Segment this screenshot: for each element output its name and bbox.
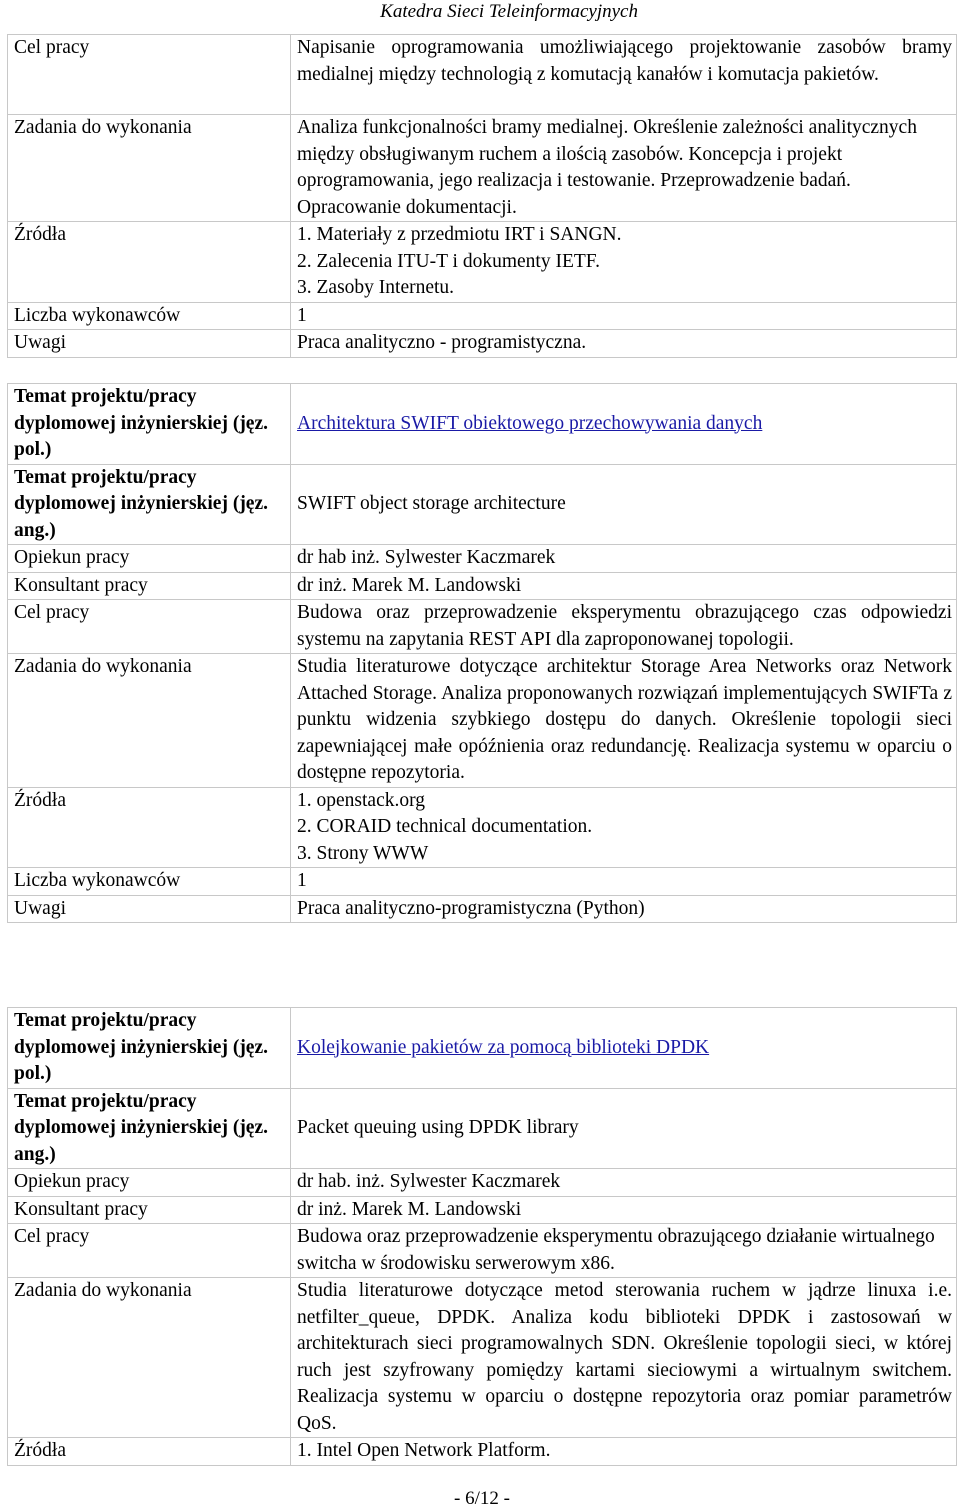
topic-en-label: Temat projektu/pracy dyplomowej inżynierskiej (jęz. ang.) <box>8 1088 291 1169</box>
topic-pl-value <box>291 1008 957 1089</box>
project-table-3 <box>7 1007 957 1466</box>
page-number: - 6/12 - <box>454 1488 510 1509</box>
table-row <box>8 302 957 330</box>
goal-value: Napisanie oprogramowania umożliwiającego projektowanie zasobów bramy medialnej między technologią z komutacją kanałów i komutacja pakietów. <box>291 35 957 115</box>
topic-en-value: SWIFT object storage architecture <box>291 464 957 545</box>
table-row <box>8 1008 957 1089</box>
tasks-label: Zadania do wykonania <box>8 654 291 788</box>
sources-value <box>291 222 957 303</box>
table-row <box>8 1438 957 1466</box>
tasks-value: Studia literaturowe dotyczące architektur Storage Area Networks oraz Network Attached Storage. Analiza proponowanych rozwiązań implementujących SWIFTa z punktu widzenia szybkiego dostępu do danych. Określenie topologii sieci zapewniającej małe opóźnienia oraz redundancję. Realizacja systemu w oparciu o dostępne repozytoria. <box>291 654 957 788</box>
source-item: 1. Materiały z przedmiotu IRT i SANGN. <box>297 224 622 245</box>
table-row <box>8 572 957 600</box>
consultant-value: dr inż. Marek M. Landowski <box>291 1196 957 1224</box>
num-authors-label: Liczba wykonawców <box>8 302 291 330</box>
source-item: 3. Strony WWW <box>297 842 429 864</box>
goal-label: Cel pracy <box>8 1224 291 1278</box>
tasks-label: Zadania do wykonania <box>8 115 291 222</box>
consultant-label: Konsultant pracy <box>8 1196 291 1224</box>
table-row <box>8 868 957 896</box>
project-table-1 <box>7 34 957 358</box>
notes-value: Praca analityczno - programistyczna. <box>291 330 957 358</box>
consultant-value: dr inż. Marek M. Landowski <box>291 572 957 600</box>
table-row <box>8 545 957 573</box>
table-row <box>8 1278 957 1438</box>
table-row <box>8 115 957 222</box>
sources-value <box>291 1438 957 1466</box>
table-row <box>8 1169 957 1197</box>
topic-en-label: Temat projektu/pracy dyplomowej inżynierskiej (jęz. ang.) <box>8 464 291 545</box>
table-row <box>8 600 957 654</box>
tasks-value: Studia literaturowe dotyczące metod sterowania ruchem w jądrze linuxa i.e. netfilter_queue, DPDK. Analiza kodu biblioteki DPDK i zastosowań w architekturach sieci programowalnych SDN. Określenie topologii sieci, w której ruch jest szyfrowany pomiędzy kartami sieciowymi a wirtualnym switchem. Realizacja systemu w oparciu o dostępne repozytoria oraz pomiar parametrów QoS. <box>291 1278 957 1438</box>
num-authors-value: 1 <box>291 302 957 330</box>
supervisor-value: dr hab inż. Sylwester Kaczmarek <box>291 545 957 573</box>
notes-value: Praca analityczno-programistyczna (Python) <box>291 895 957 923</box>
sources-value <box>291 787 957 868</box>
project-table-2 <box>7 383 957 923</box>
consultant-label: Konsultant pracy <box>8 572 291 600</box>
topic-pl-label: Temat projektu/pracy dyplomowej inżynierskiej (jęz. pol.) <box>8 1008 291 1089</box>
goal-label: Cel pracy <box>8 600 291 654</box>
topic-pl-link[interactable]: Architektura SWIFT obiektowego przechowywania danych <box>297 412 763 434</box>
table-row <box>8 35 957 115</box>
topic-pl-value <box>291 384 957 465</box>
sources-label: Źródła <box>8 787 291 868</box>
table-row <box>8 222 957 303</box>
supervisor-value: dr hab. inż. Sylwester Kaczmarek <box>291 1169 957 1197</box>
table-row <box>8 787 957 868</box>
topic-pl-link[interactable]: Kolejkowanie pakietów za pomocą biblioteki DPDK <box>297 1036 710 1058</box>
table-row <box>8 654 957 788</box>
notes-label: Uwagi <box>8 895 291 923</box>
goal-label: Cel pracy <box>8 35 291 115</box>
source-item: 1. openstack.org <box>297 789 425 811</box>
num-authors-label: Liczba wykonawców <box>8 868 291 896</box>
table-row <box>8 1224 957 1278</box>
source-item: 1. Intel Open Network Platform. <box>297 1440 551 1461</box>
supervisor-label: Opiekun pracy <box>8 545 291 573</box>
table-row <box>8 464 957 545</box>
num-authors-value: 1 <box>291 868 957 896</box>
topic-en-value: Packet queuing using DPDK library <box>291 1088 957 1169</box>
tasks-value: Analiza funkcjonalności bramy medialnej. Określenie zależności analitycznych między obsługiwanym ruchem a ilością zasobów. Koncepcja i projekt oprogramowania, jego realizacja i testowanie. Przeprowadzenie badań. Opracowanie dokumentacji. <box>291 115 957 222</box>
tasks-label: Zadania do wykonania <box>8 1278 291 1438</box>
table-row <box>8 895 957 923</box>
department-name: Katedra Sieci Teleinformacyjnych <box>380 1 638 22</box>
supervisor-label: Opiekun pracy <box>8 1169 291 1197</box>
table-row <box>8 1088 957 1169</box>
notes-label: Uwagi <box>8 330 291 358</box>
sources-label: Źródła <box>8 1438 291 1466</box>
topic-pl-label: Temat projektu/pracy dyplomowej inżynierskiej (jęz. pol.) <box>8 384 291 465</box>
source-item: 2. CORAID technical documentation. <box>297 816 593 837</box>
source-item: 3. Zasoby Internetu. <box>297 277 455 298</box>
goal-value: Budowa oraz przeprowadzenie eksperymentu obrazującego działanie wirtualnego switcha w środowisku serwerowym x86. <box>291 1224 957 1278</box>
table-row <box>8 1196 957 1224</box>
table-row <box>8 384 957 465</box>
page-header <box>0 0 960 28</box>
goal-value: Budowa oraz przeprowadzenie eksperymentu obrazującego czas odpowiedzi systemu na zapytania REST API dla zaproponowanej topologii. <box>291 600 957 654</box>
page-footer <box>0 1488 960 1510</box>
sources-label: Źródła <box>8 222 291 303</box>
table-row <box>8 330 957 358</box>
source-item: 2. Zalecenia ITU-T i dokumenty IETF. <box>297 250 600 272</box>
